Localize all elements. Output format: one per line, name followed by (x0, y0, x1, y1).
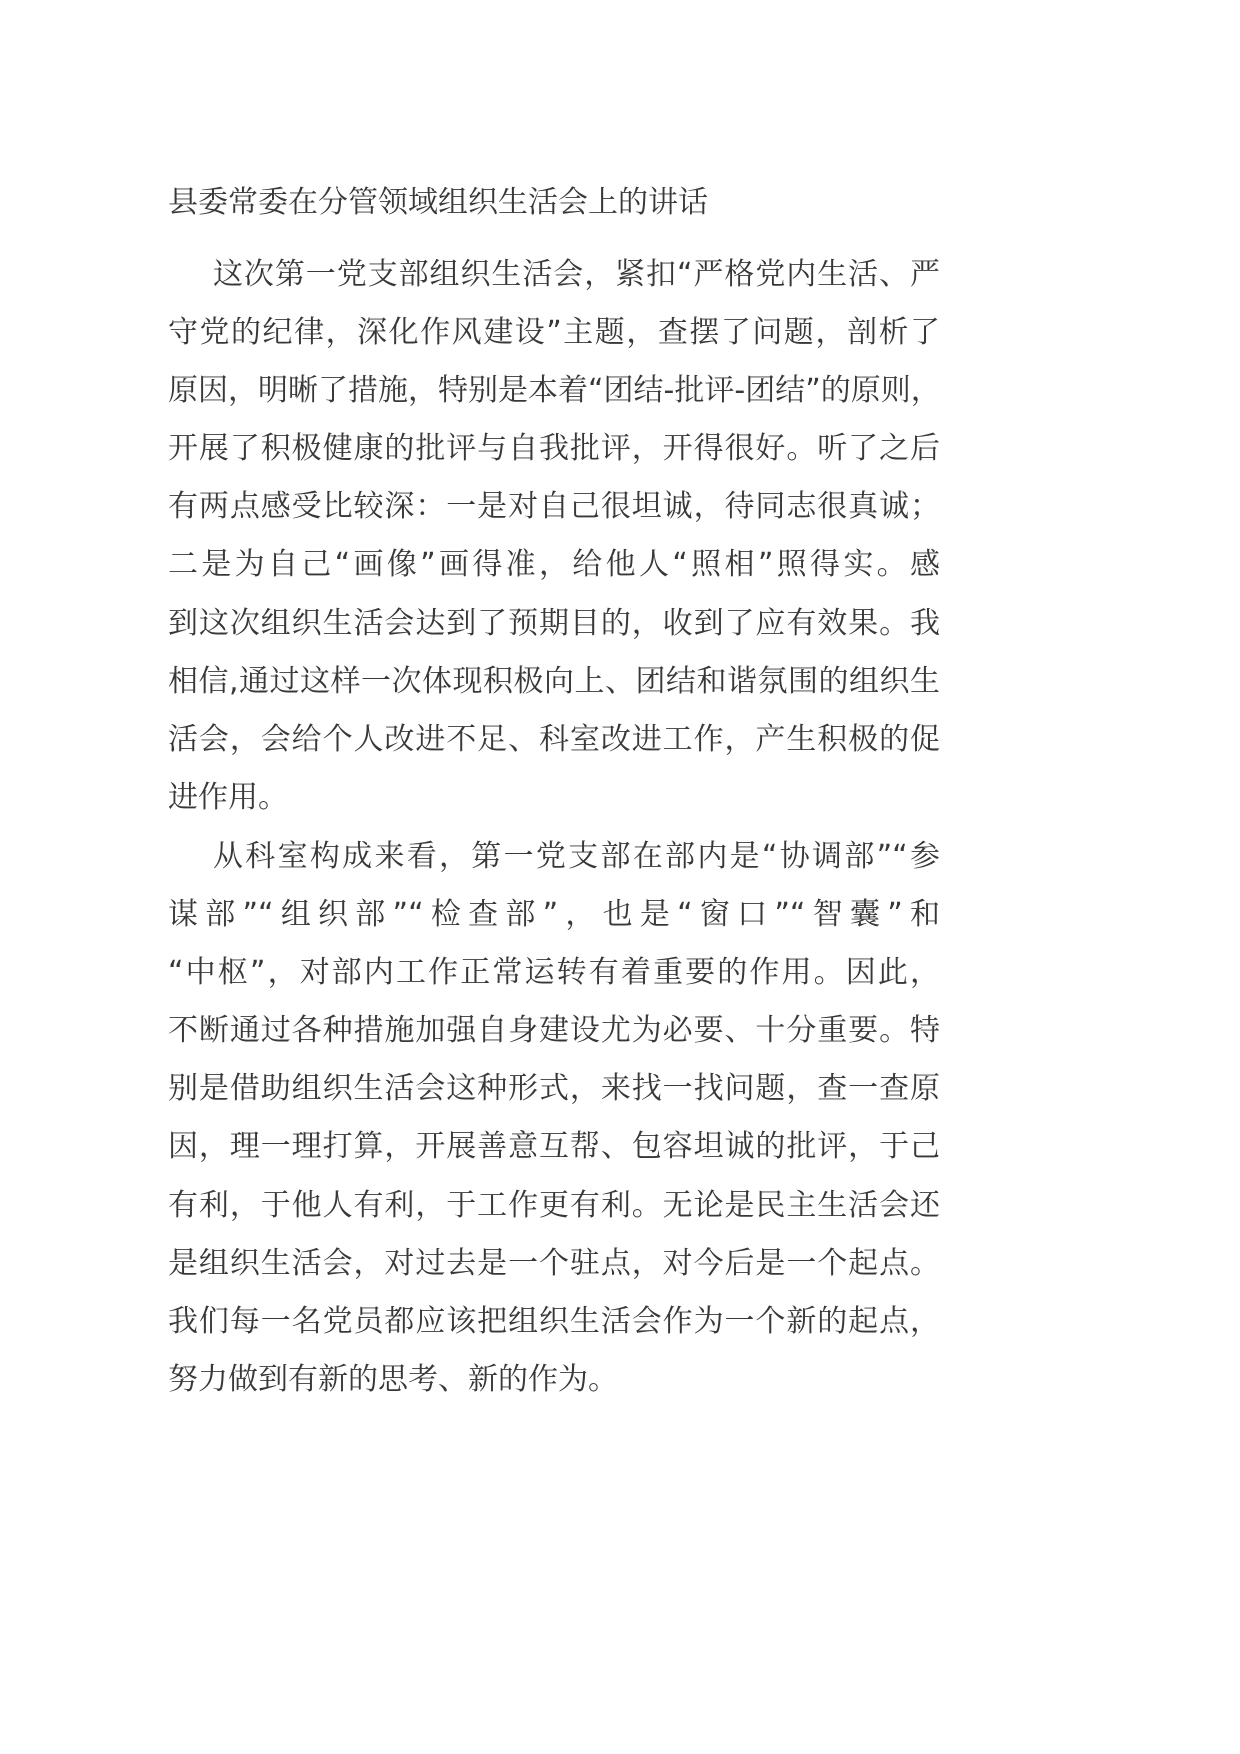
paragraph-line: 有利，于他人有利，于工作更有利。无论是民主生活会还 (168, 1187, 940, 1223)
paragraph-line: 相信,通过这样一次体现积极向上、团结和谐氛围的组织生 (168, 663, 940, 699)
paragraph-line: 原因，明晰了措施，特别是本着“团结-批评-团结”的原则， (168, 373, 941, 409)
paragraph (168, 246, 940, 827)
paragraph-line: 开展了积极健康的批评与自我批评，开得很好。听了之后 (168, 431, 940, 467)
paragraph (168, 828, 940, 1409)
paragraph-line: 是组织生活会，对过去是一个驻点，对今后是一个起点。 (168, 1245, 940, 1281)
paragraph-line: 因，理一理打算，开展善意互帮、包容坦诚的批评，于己 (168, 1129, 940, 1165)
paragraph-line: 到这次组织生活会达到了预期目的，收到了应有效果。我 (168, 605, 940, 641)
paragraph-line: 进作用。 (168, 779, 288, 815)
paragraph-line: 守党的纪律，深化作风建设”主题，查摆了问题，剖析了 (168, 315, 940, 351)
paragraph-line: 有两点感受比较深：一是对自己很坦诚，待同志很真诚； (168, 489, 940, 525)
paragraph-line: 活会，会给个人改进不足、科室改进工作，产生积极的促 (168, 721, 940, 757)
paragraph-line: 从科室构成来看，第一党支部在部内是“协调部”“参 (213, 839, 940, 874)
paragraph-line: 努力做到有新的思考、新的作为。 (168, 1361, 618, 1397)
document-title: 县委常委在分管领域组织生活会上的讲话 (168, 185, 708, 220)
paragraph-line: 别是借助组织生活会这种形式，来找一找问题，查一查原 (168, 1071, 940, 1107)
paragraph-line: 二是为自己“画像”画得准，给他人“照相”照得实。感 (168, 547, 940, 583)
paragraph-line: 这次第一党支部组织生活会，紧扣“严格党内生活、严 (213, 257, 940, 292)
paragraph-line: 我们每一名党员都应该把组织生活会作为一个新的起点， (168, 1303, 940, 1339)
paragraph-line: 谋部”“组织部”“检查部”，也是“窗口”“智囊”和 (168, 897, 940, 933)
paragraph-line: 不断通过各种措施加强自身建设尤为必要、十分重要。特 (168, 1013, 940, 1049)
paragraph-line: “中枢”，对部内工作正常运转有着重要的作用。因此， (168, 955, 940, 991)
